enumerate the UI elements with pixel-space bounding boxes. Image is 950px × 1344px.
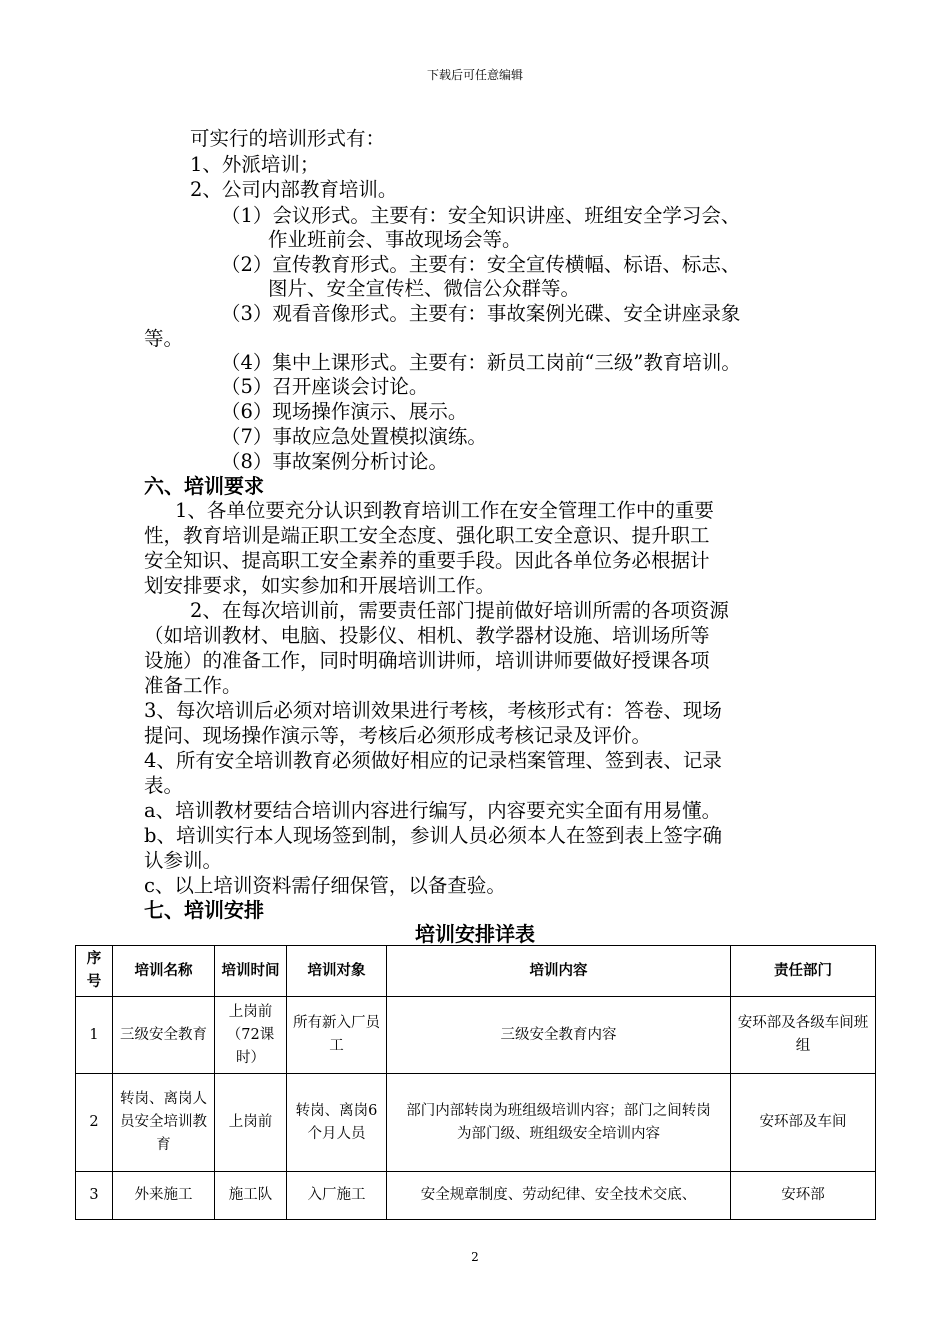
text-line: 认参训。 (144, 849, 223, 872)
text-line: （3）观看音像形式。主要有：事故案例光碟、安全讲座录象 (221, 302, 741, 325)
text-line: 1、外派培训； (190, 153, 320, 176)
header-cell: 培训对象 (287, 946, 387, 997)
text-line: 设施）的准备工作，同时明确培训讲师，培训讲师要做好授课各项 (144, 649, 710, 672)
page-number: 2 (471, 1250, 479, 1264)
text-line: 作业班前会、事故现场会等。 (268, 228, 522, 251)
table-cell: 安环部及车间 (731, 1074, 876, 1172)
table-row (76, 1172, 876, 1220)
text-line: 性，教育培训是端正职工安全态度、强化职工安全意识、提升职工 (144, 524, 710, 547)
text-line: （7）事故应急处置模拟演练。 (221, 425, 487, 448)
text-line: （5）召开座谈会讨论。 (221, 375, 429, 398)
table-cell: 外来施工 (113, 1172, 215, 1220)
text-line: 可实行的培训形式有： (190, 127, 386, 150)
text-line: c、以上培训资料需仔细保管，以备查验。 (144, 874, 506, 897)
text-line: （6）现场操作演示、展示。 (221, 400, 468, 423)
text-line: 3、每次培训后必须对培训效果进行考核，考核形式有：答卷、现场 (144, 699, 722, 722)
training-schedule-table (75, 945, 876, 1220)
table-cell: 安环部及各级车间班组 (731, 997, 876, 1074)
table-header-row (76, 946, 876, 997)
text-line: （4）集中上课形式。主要有：新员工岗前“三级”教育培训。 (221, 351, 741, 374)
text-line: （1）会议形式。主要有：安全知识讲座、班组安全学习会、 (221, 204, 741, 227)
table-row (76, 1074, 876, 1172)
section-heading-seven: 七、培训安排 (144, 898, 264, 922)
table-cell: 3 (76, 1172, 113, 1220)
table-cell: 三级安全教育内容 (387, 997, 731, 1074)
text-line: （如培训教材、电脑、投影仪、相机、教学器材设施、培训场所等 (144, 624, 710, 647)
table-row (76, 997, 876, 1074)
table-cell: 施工队 (215, 1172, 287, 1220)
table-cell: 转岗、离岗6个月人员 (287, 1074, 387, 1172)
text-line: （8）事故案例分析讨论。 (221, 450, 448, 473)
table-cell: 所有新入厂员工 (287, 997, 387, 1074)
text-line: 安全知识、提高职工安全素养的重要手段。因此各单位务必根据计 (144, 549, 710, 572)
text-line: （2）宣传教育形式。主要有：安全宣传横幅、标语、标志、 (221, 253, 741, 276)
table-cell: 安环部 (731, 1172, 876, 1220)
header-cell: 培训名称 (113, 946, 215, 997)
section-heading-six: 六、培训要求 (144, 474, 264, 498)
text-line: 4、所有安全培训教育必须做好相应的记录档案管理、签到表、记录 (144, 749, 722, 772)
table-cell: 入厂施工 (287, 1172, 387, 1220)
text-line: a、培训教材要结合培训内容进行编写，内容要充实全面有用易懂。 (144, 799, 722, 822)
text-line: 2、公司内部教育培训。 (190, 178, 398, 201)
table-cell: 1 (76, 997, 113, 1074)
table-cell: 上岗前（72课时） (215, 997, 287, 1074)
text-line: 提问、现场操作演示等，考核后必须形成考核记录及评价。 (144, 724, 652, 747)
text-line: 准备工作。 (144, 674, 242, 697)
text-line: 表。 (144, 774, 184, 797)
text-line: 等。 (144, 327, 184, 350)
table-cell: 转岗、离岗人员安全培训教育 (113, 1074, 215, 1172)
table-cell: 2 (76, 1074, 113, 1172)
text-line: b、培训实行本人现场签到制，参训人员必须本人在签到表上签字确 (144, 824, 722, 847)
text-line: 划安排要求，如实参加和开展培训工作。 (144, 574, 496, 597)
table-cell: 部门内部转岗为班组级培训内容；部门之间转岗为部门级、班组级安全培训内容 (387, 1074, 731, 1172)
page-header: 下载后可任意编辑 (426, 68, 523, 82)
table-cell: 三级安全教育 (113, 997, 215, 1074)
table-cell: 上岗前 (215, 1074, 287, 1172)
text-line: 2、在每次培训前，需要责任部门提前做好培训所需的各项资源 (190, 599, 729, 622)
header-cell: 责任部门 (731, 946, 876, 997)
header-cell: 培训时间 (215, 946, 287, 997)
table-cell: 安全规章制度、劳动纪律、安全技术交底、 (387, 1172, 731, 1220)
header-cell: 序号 (76, 946, 113, 997)
table-title: 培训安排详表 (415, 922, 535, 946)
text-line: 图片、安全宣传栏、微信公众群等。 (268, 277, 581, 300)
text-line: 1、各单位要充分认识到教育培训工作在安全管理工作中的重要 (175, 499, 714, 522)
header-cell: 培训内容 (387, 946, 731, 997)
